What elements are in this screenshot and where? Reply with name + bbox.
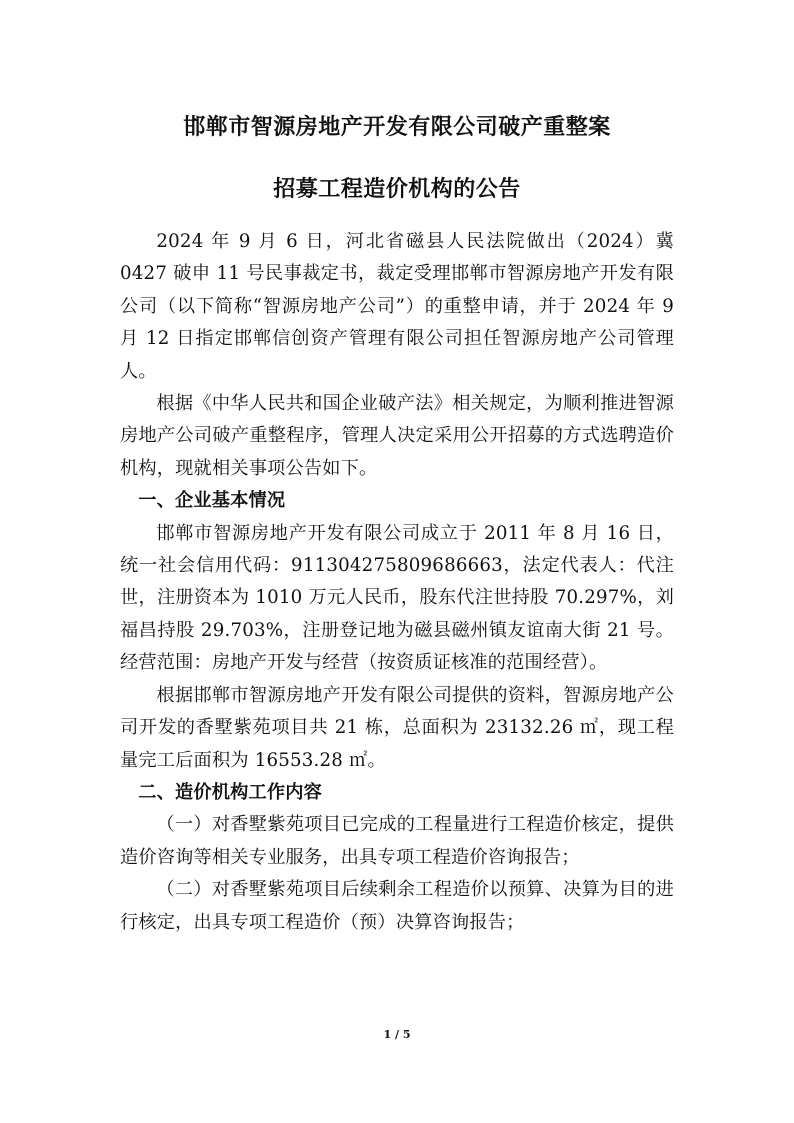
paragraph-company-details: 邯郸市智源房地产开发有限公司成立于 2011 年 8 月 16 日，统一社会信用代码：911304275809686663，法定代表人：代注世，注册资本为 1010 万元人民币，股东代注世持股 70.297%，刘福昌持股 29.703%，注册登记地为磁县磁州镇友谊南大街 21 号。经营范围：房地产开发与经营（按资质证核准的范围经营）。 (120, 522, 674, 674)
document-body (120, 226, 674, 939)
page-number: 1 / 5 (383, 1028, 411, 1041)
document-title-line-2: 招募工程造价机构的公告 (273, 177, 521, 202)
paragraph-recruitment-purpose: 根据《中华人民共和国企业破产法》相关规定，为顺利推进智源房地产公司破产重整程序，管理人决定采用公开招募的方式选聘造价机构，现就相关事项公告如下。 (120, 393, 674, 479)
document-title-line-1: 邯郸市智源房地产开发有限公司破产重整案 (183, 115, 611, 140)
paragraph-work-item-1: （一）对香墅紫苑项目已完成的工程量进行工程造价核定，提供造价咨询等相关专业服务，出具专项工程造价咨询报告； (120, 814, 674, 868)
paragraph-project-details: 根据邯郸市智源房地产开发有限公司提供的资料，智源房地产公司开发的香墅紫苑项目共 21 栋，总面积为 23132.26 ㎡，现工程量完工后面积为 16553.28 ㎡。 (120, 684, 674, 771)
section-heading-work-content: 二、造价机构工作内容 (138, 781, 323, 803)
paragraph-court-ruling: 2024 年 9 月 6 日，河北省磁县人民法院做出（2024）冀 0427 破申 11 号民事裁定书，裁定受理邯郸市智源房地产开发有限公司（以下简称“智源房地产公司”）的重整申请，并于 2024 年 9 月 12 日指定邯郸信创资产管理有限公司担任智源房地产公司管理人。 (120, 231, 674, 382)
section-heading-company-info: 一、企业基本情况 (138, 490, 286, 512)
paragraph-work-item-2: （二）对香墅紫苑项目后续剩余工程造价以预算、决算为目的进行核定，出具专项工程造价（预）决算咨询报告； (120, 879, 674, 933)
